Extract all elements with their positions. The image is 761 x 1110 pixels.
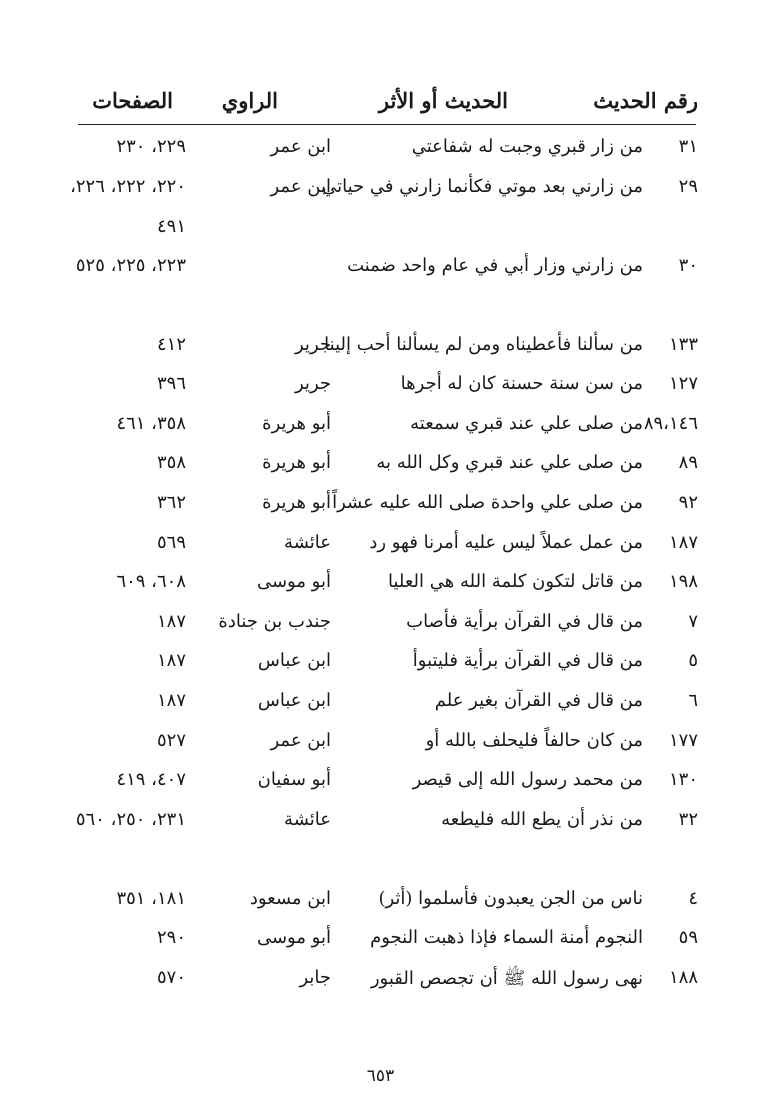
- page-refs: ٢٢٩، ٢٣٠: [116, 136, 186, 157]
- hadith-text: من عمل عملاً ليس عليه أمرنا فهو رد: [369, 531, 643, 553]
- page-refs: ٢٩٠: [156, 927, 186, 949]
- page-refs: ٥٦٩: [156, 531, 186, 553]
- table-row: [0, 364, 761, 404]
- narrator: جندب بن جنادة: [218, 610, 331, 632]
- narrator: أبو موسى: [256, 571, 331, 593]
- page-refs: ٣٦٢: [156, 491, 186, 513]
- page-refs: ٥٢٧: [156, 729, 186, 751]
- table-row: [0, 167, 761, 246]
- hadith-text: نهى رسول الله ﷺ أن تجصص القبور: [370, 967, 643, 989]
- hadith-text: من محمد رسول الله إلى قيصر: [412, 769, 643, 791]
- index-table: [0, 127, 761, 998]
- table-row: [0, 127, 761, 167]
- table-row: [0, 404, 761, 444]
- hadith-number: ١٧٧: [668, 729, 698, 751]
- narrator: ابن عمر: [270, 175, 331, 197]
- narrator: جرير: [295, 373, 331, 395]
- page-refs: ٢٢٠، ٢٢٢، ٢٢٦، ٤٩١: [70, 175, 186, 237]
- hadith-number: ١٨٨: [668, 966, 698, 988]
- header-hadith-text: الحديث أو الأثر: [378, 88, 508, 113]
- narrator: ابن عباس: [257, 689, 331, 711]
- hadith-text: من قال في القرآن بغير علم: [434, 689, 643, 711]
- table-row: [0, 483, 761, 523]
- hadith-text: من سن سنة حسنة كان له أجرها: [400, 373, 643, 395]
- hadith-number: ١٨٧: [668, 531, 698, 553]
- page-refs: ١٨١، ٣٥١: [116, 887, 186, 909]
- table-row: [0, 325, 761, 365]
- hadith-number: ٢٩: [678, 175, 698, 197]
- narrator: جابر: [299, 966, 331, 988]
- table-header: [78, 84, 698, 122]
- table-row: [0, 958, 761, 998]
- hadith-number: ٣٢: [678, 808, 698, 830]
- page-refs: ٥٧٠: [156, 966, 186, 988]
- narrator: ابن عمر: [270, 729, 331, 751]
- hadith-number: ١٢٧: [668, 373, 698, 395]
- hadith-text: من قال في القرآن برأية فأصاب: [406, 610, 643, 632]
- page-refs: ٢٢٣، ٢٢٥، ٥٢٥: [75, 254, 186, 276]
- hadith-text: من كان حالفاً فليحلف بالله أو: [425, 729, 643, 751]
- hadith-number: ١٣٠: [668, 769, 698, 791]
- table-row: [0, 800, 761, 879]
- narrator: أبو سفيان: [257, 769, 331, 791]
- page-refs: ٣٥٨، ٤٦١: [116, 412, 186, 434]
- hadith-number: ١٩٨: [668, 571, 698, 593]
- hadith-text: من زارني وزار أبي في عام واحد ضمنت: [347, 254, 643, 276]
- hadith-text: من صلى علي عند قبري وكل الله به: [376, 452, 643, 474]
- narrator: عائشة: [284, 808, 331, 830]
- page-refs: ٣٥٨: [156, 452, 186, 474]
- hadith-text: من زارني بعد موتي فكأنما زارني في حياتي: [322, 175, 643, 197]
- table-row: [0, 523, 761, 563]
- narrator: أبو هريرة: [262, 491, 331, 513]
- page-number: ٦٥٣: [366, 1066, 395, 1086]
- hadith-text: من صلى علي واحدة صلى الله عليه عشراً: [332, 491, 643, 513]
- hadith-number: ٤: [688, 887, 698, 909]
- hadith-number: ٥٩: [678, 927, 698, 949]
- hadith-text: من قاتل لتكون كلمة الله هي العليا: [388, 571, 643, 593]
- hadith-number: ٥: [688, 650, 698, 672]
- table-row: [0, 760, 761, 800]
- page-refs: ٤٠٧، ٤١٩: [116, 769, 186, 791]
- hadith-text: من سألنا فأعطيناه ومن لم يسألنا أحب إلينا: [324, 333, 643, 355]
- header-divider: [78, 124, 696, 125]
- table-row: [0, 641, 761, 681]
- page-refs: ١٨٧: [156, 610, 186, 632]
- header-narrator: الراوي: [221, 88, 278, 113]
- header-hadith-number: رقم الحديث: [593, 88, 698, 113]
- table-row: [0, 246, 761, 325]
- page-refs: ١٨٧: [156, 689, 186, 711]
- narrator: ابن عمر: [270, 136, 331, 157]
- hadith-number: ٨٩: [678, 452, 698, 474]
- narrator: عائشة: [284, 531, 331, 553]
- hadith-number: ٩٢: [678, 491, 698, 513]
- table-row: [0, 918, 761, 958]
- table-row: [0, 562, 761, 602]
- hadith-text: من نذر أن يطع الله فليطعه: [441, 808, 643, 830]
- narrator: ابن مسعود: [249, 887, 331, 909]
- page-refs: ٦٠٨، ٦٠٩: [116, 571, 186, 593]
- page-refs: ٣٩٦: [156, 373, 186, 395]
- hadith-number: ٨٩،١٤٦: [643, 412, 698, 434]
- page-refs: ٤١٢: [156, 333, 186, 355]
- hadith-number: ٣١: [678, 136, 698, 157]
- hadith-text: ناس من الجن يعبدون فأسلموا (أثر): [378, 887, 643, 909]
- table-row: [0, 721, 761, 761]
- table-row: [0, 879, 761, 919]
- page-refs: ٢٣١، ٢٥٠، ٥٦٠: [75, 808, 186, 830]
- header-pages: الصفحات: [92, 88, 173, 113]
- narrator: أبو هريرة: [262, 452, 331, 474]
- hadith-text: من قال في القرآن برأية فليتبوأ: [412, 650, 643, 672]
- narrator: ابن عباس: [257, 650, 331, 672]
- hadith-text: النجوم أمنة السماء فإذا ذهبت النجوم: [370, 927, 643, 949]
- table-row: [0, 443, 761, 483]
- hadith-number: ٣٠: [678, 254, 698, 276]
- page-refs: ١٨٧: [156, 650, 186, 672]
- hadith-text: من صلى علي عند قبري سمعته: [410, 412, 643, 434]
- narrator: جرير: [295, 333, 331, 355]
- hadith-number: ١٣٣: [668, 333, 698, 355]
- hadith-number: ٦: [688, 689, 698, 711]
- narrator: أبو موسى: [256, 927, 331, 949]
- narrator: أبو هريرة: [262, 412, 331, 434]
- hadith-text: من زار قبري وجبت له شفاعتي: [411, 136, 643, 157]
- table-row: [0, 602, 761, 642]
- hadith-number: ٧: [688, 610, 698, 632]
- table-row: [0, 681, 761, 721]
